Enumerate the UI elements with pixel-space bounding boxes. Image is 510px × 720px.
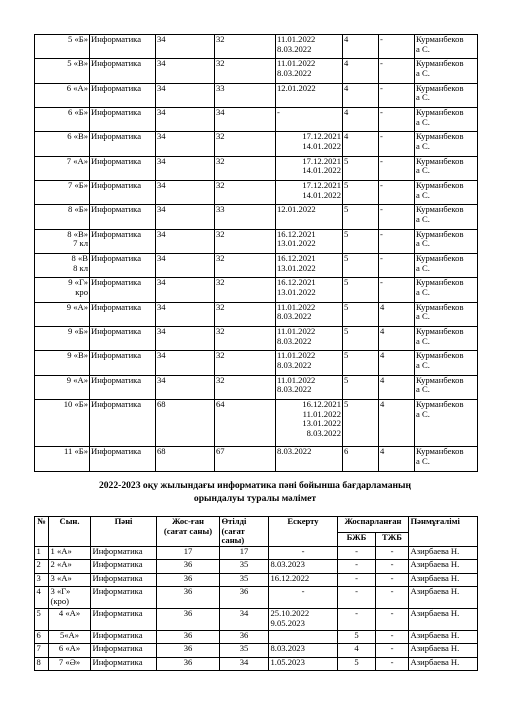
class-cell: 4 «А»	[49, 609, 91, 631]
subject-cell: Информатика	[91, 631, 157, 644]
note-cell: 1.05.2023	[269, 657, 338, 670]
teacher-cell: Курманбеков а С.	[415, 59, 478, 83]
planned-hours-cell: 36	[157, 631, 220, 644]
taught-hours-cell: 35	[220, 560, 269, 573]
planned-hours-cell: 34	[156, 83, 215, 107]
count2-cell: -	[379, 278, 415, 302]
count2-cell: 4	[379, 351, 415, 375]
subject-cell: Информатика	[90, 83, 156, 107]
table1-row	[35, 278, 478, 302]
dates-cell: 17.12.2021 14.01.2022	[276, 132, 343, 156]
dates-cell: 11.01.2022 8.03.2022	[276, 375, 343, 399]
table1-row	[35, 205, 478, 229]
subject-cell: Информатика	[90, 302, 156, 326]
table1-row	[35, 327, 478, 351]
teacher-cell: Курманбеков а С.	[415, 108, 478, 132]
dates-cell: 16.12.2021 13.01.2022	[276, 254, 343, 278]
class-cell: 1 «А»	[49, 546, 91, 559]
taught-hours-cell: 32	[215, 278, 276, 302]
class-cell: 6 «А»	[35, 83, 90, 107]
header-teacher: Пәнмұғалімі	[409, 517, 478, 547]
count2-cell: 4	[379, 400, 415, 447]
subject-cell: Информатика	[91, 609, 157, 631]
dates-cell: 11.01.2022 8.03.2022	[276, 327, 343, 351]
count2-cell: 4	[379, 375, 415, 399]
table1-row	[35, 375, 478, 399]
note-cell: -	[269, 546, 338, 559]
header-num: №	[35, 517, 49, 547]
planned-hours-cell: 36	[157, 609, 220, 631]
note-cell: 8.03.2023	[269, 644, 338, 657]
teacher-cell: Курманбеков а С.	[415, 132, 478, 156]
bjb-cell: -	[338, 587, 376, 609]
taught-hours-cell: 32	[215, 229, 276, 253]
count2-cell: 4	[379, 302, 415, 326]
row-number-cell: 3	[35, 573, 49, 586]
taught-hours-cell: 17	[220, 546, 269, 559]
teacher-cell: Азирбаева Н.	[409, 573, 478, 586]
class-cell: 6 «Б»	[35, 108, 90, 132]
teacher-cell: Курманбеков а С.	[415, 302, 478, 326]
class-cell: 3 «Г» (кро)	[49, 587, 91, 609]
count2-cell: -	[379, 83, 415, 107]
count2-cell: -	[379, 181, 415, 205]
note-cell: 25.10.2022 9.05.2023	[269, 609, 338, 631]
section-title	[0, 480, 510, 506]
table1-row	[35, 132, 478, 156]
tjb-cell: -	[376, 657, 409, 670]
taught-hours-cell: 64	[215, 400, 276, 447]
class-cell: 9 «А»	[35, 375, 90, 399]
bjb-cell: 4	[338, 644, 376, 657]
class-cell: 9 «А»	[35, 302, 90, 326]
dates-cell: 16.12.2021 13.01.2022	[276, 229, 343, 253]
subject-cell: Информатика	[91, 587, 157, 609]
subject-cell: Информатика	[90, 205, 156, 229]
header-note: Ескерту	[269, 517, 338, 547]
count1-cell: 5	[343, 278, 379, 302]
table1-row	[35, 108, 478, 132]
class-cell: 5 «В»	[35, 59, 90, 83]
planned-hours-cell: 34	[156, 229, 215, 253]
count1-cell: 5	[343, 327, 379, 351]
planned-hours-cell: 36	[157, 587, 220, 609]
class-cell: 6 «А»	[49, 644, 91, 657]
taught-hours-cell: 33	[215, 83, 276, 107]
planned-hours-cell: 34	[156, 351, 215, 375]
table1-row	[35, 229, 478, 253]
taught-hours-cell: 35	[220, 573, 269, 586]
count1-cell: 5	[343, 156, 379, 180]
count1-cell: 5	[343, 400, 379, 447]
bjb-cell: -	[338, 609, 376, 631]
dates-cell: -	[276, 108, 343, 132]
planned-hours-cell: 68	[156, 400, 215, 447]
count1-cell: 5	[343, 302, 379, 326]
tjb-cell: -	[376, 644, 409, 657]
planned-hours-cell: 36	[157, 560, 220, 573]
teacher-cell: Курманбеков а С.	[415, 83, 478, 107]
table2-row	[35, 657, 478, 670]
planned-hours-cell: 34	[156, 132, 215, 156]
bjb-cell: 5	[338, 657, 376, 670]
planned-hours-cell: 36	[157, 657, 220, 670]
class-cell: 9 «Б»	[35, 327, 90, 351]
count2-cell: 4	[379, 327, 415, 351]
tjb-cell: -	[376, 573, 409, 586]
table1-row	[35, 254, 478, 278]
taught-hours-cell: 36	[220, 631, 269, 644]
teacher-cell: Курманбеков а С.	[415, 205, 478, 229]
subject-cell: Информатика	[90, 108, 156, 132]
table2-row	[35, 631, 478, 644]
dates-cell: 11.01.2022 8.03.2022	[276, 35, 343, 59]
tjb-cell: -	[376, 631, 409, 644]
tjb-cell: -	[376, 609, 409, 631]
class-cell: 9 «В»	[35, 351, 90, 375]
bjb-cell: -	[338, 573, 376, 586]
class-cell: 2 «А»	[49, 560, 91, 573]
table1-row	[35, 351, 478, 375]
subject-cell: Информатика	[91, 644, 157, 657]
planned-hours-cell: 17	[157, 546, 220, 559]
dates-cell: 11.01.2022 8.03.2022	[276, 351, 343, 375]
header-bjb: БЖБ	[338, 533, 376, 547]
subject-cell: Информатика	[91, 546, 157, 559]
teacher-cell: Азирбаева Н.	[409, 644, 478, 657]
header-planned: Жос-ған (сағат саны)	[157, 517, 220, 547]
teacher-cell: Курманбеков а С.	[415, 375, 478, 399]
note-cell: 16.12.2022	[269, 573, 338, 586]
row-number-cell: 6	[35, 631, 49, 644]
dates-cell: 8.03.2022	[276, 447, 343, 471]
teacher-cell: Курманбеков а С.	[415, 400, 478, 447]
row-number-cell: 5	[35, 609, 49, 631]
subject-cell: Информатика	[90, 254, 156, 278]
table1-row	[35, 35, 478, 59]
class-cell: 7 «А»	[35, 156, 90, 180]
table1-row	[35, 447, 478, 471]
count1-cell: 5	[343, 205, 379, 229]
subject-cell: Информатика	[91, 573, 157, 586]
header-class: Сын.	[49, 517, 91, 547]
taught-hours-cell: 32	[215, 302, 276, 326]
teacher-cell: Курманбеков а С.	[415, 181, 478, 205]
table1-row	[35, 400, 478, 447]
teacher-cell: Азирбаева Н.	[409, 657, 478, 670]
subject-cell: Информатика	[90, 59, 156, 83]
count1-cell: 6	[343, 447, 379, 471]
table1-row	[35, 83, 478, 107]
count2-cell: -	[379, 254, 415, 278]
table1-row	[35, 181, 478, 205]
taught-hours-cell: 32	[215, 156, 276, 180]
class-cell: 11 «Б»	[35, 447, 90, 471]
table2-row	[35, 573, 478, 586]
planned-hours-cell: 34	[156, 181, 215, 205]
subject-cell: Информатика	[90, 278, 156, 302]
table2-row	[35, 546, 478, 559]
taught-hours-cell: 35	[220, 644, 269, 657]
class-cell: 8 «В 8 кл	[35, 254, 90, 278]
dates-cell: 16.12.2021 11.01.2022 13.01.2022 8.03.2022	[276, 400, 343, 447]
count2-cell: -	[379, 156, 415, 180]
bjb-cell: 5	[338, 631, 376, 644]
taught-hours-cell: 67	[215, 447, 276, 471]
taught-hours-cell: 32	[215, 59, 276, 83]
teacher-cell: Курманбеков а С.	[415, 35, 478, 59]
section-title-line2: орындалуы туралы мәлімет	[193, 492, 317, 504]
subject-cell: Информатика	[90, 351, 156, 375]
teacher-cell: Курманбеков а С.	[415, 229, 478, 253]
planned-hours-cell: 34	[156, 59, 215, 83]
dates-cell: 12.01.2022	[276, 83, 343, 107]
teacher-cell: Азирбаева Н.	[409, 587, 478, 609]
table2-row	[35, 609, 478, 631]
teacher-cell: Курманбеков а С.	[415, 278, 478, 302]
dates-cell: 11.01.2022 8.03.2022	[276, 302, 343, 326]
class-cell: 9 «Г» кро	[35, 278, 90, 302]
teacher-cell: Курманбеков а С.	[415, 156, 478, 180]
note-cell: 8.03.2023	[269, 560, 338, 573]
row-number-cell: 2	[35, 560, 49, 573]
count1-cell: 4	[343, 83, 379, 107]
planned-hours-cell: 34	[156, 302, 215, 326]
table-2022-2023	[34, 516, 478, 671]
table1-row	[35, 59, 478, 83]
subject-cell: Информатика	[90, 375, 156, 399]
note-cell	[269, 631, 338, 644]
subject-cell: Информатика	[90, 327, 156, 351]
table2-row	[35, 644, 478, 657]
subject-cell: Информатика	[90, 447, 156, 471]
subject-cell: Информатика	[90, 132, 156, 156]
table2-row	[35, 587, 478, 609]
planned-hours-cell: 34	[156, 327, 215, 351]
tjb-cell: -	[376, 587, 409, 609]
subject-cell: Информатика	[90, 35, 156, 59]
row-number-cell: 7	[35, 644, 49, 657]
section-title-line1: 2022-2023 оқу жылындағы информатика пәні бойынша бағдарламаның	[98, 480, 412, 491]
count2-cell: -	[379, 132, 415, 156]
taught-hours-cell: 32	[215, 132, 276, 156]
count2-cell: -	[379, 59, 415, 83]
planned-hours-cell: 34	[156, 278, 215, 302]
row-number-cell: 4	[35, 587, 49, 609]
taught-hours-cell: 32	[215, 327, 276, 351]
bjb-cell: -	[338, 560, 376, 573]
table-2021-2022	[34, 34, 478, 472]
class-cell: 10 «Б»	[35, 400, 90, 447]
subject-cell: Информатика	[90, 400, 156, 447]
subject-cell: Информатика	[90, 229, 156, 253]
teacher-cell: Курманбеков а С.	[415, 447, 478, 471]
taught-hours-cell: 34	[220, 657, 269, 670]
teacher-cell: Курманбеков а С.	[415, 327, 478, 351]
count1-cell: 5	[343, 375, 379, 399]
row-number-cell: 1	[35, 546, 49, 559]
subject-cell: Информатика	[90, 156, 156, 180]
count1-cell: 5	[343, 181, 379, 205]
count1-cell: 5	[343, 351, 379, 375]
planned-hours-cell: 36	[157, 644, 220, 657]
planned-hours-cell: 36	[157, 573, 220, 586]
class-cell: 5«А»	[49, 631, 91, 644]
taught-hours-cell: 32	[215, 254, 276, 278]
tjb-cell: -	[376, 546, 409, 559]
count1-cell: 4	[343, 35, 379, 59]
taught-hours-cell: 33	[215, 205, 276, 229]
count1-cell: 5	[343, 229, 379, 253]
dates-cell: 11.01.2022 8.03.2022	[276, 59, 343, 83]
dates-cell: 17.12.2021 14.01.2022	[276, 156, 343, 180]
header-tjb: ТЖБ	[376, 533, 409, 547]
table1-row	[35, 302, 478, 326]
taught-hours-cell: 34	[220, 609, 269, 631]
row-number-cell: 8	[35, 657, 49, 670]
taught-hours-cell: 32	[215, 35, 276, 59]
taught-hours-cell: 34	[215, 108, 276, 132]
table1-row	[35, 156, 478, 180]
planned-hours-cell: 34	[156, 375, 215, 399]
teacher-cell: Азирбаева Н.	[409, 609, 478, 631]
class-cell: 5 «Б»	[35, 35, 90, 59]
dates-cell: 12.01.2022	[276, 205, 343, 229]
class-cell: 7 «Ә»	[49, 657, 91, 670]
teacher-cell: Азирбаева Н.	[409, 546, 478, 559]
teacher-cell: Курманбеков а С.	[415, 351, 478, 375]
header-planned-group: Жоспарланған	[338, 517, 409, 533]
header-taught: Өтілді (сағат саны)	[220, 517, 269, 547]
class-cell: 8 «Б»	[35, 205, 90, 229]
bjb-cell: -	[338, 546, 376, 559]
taught-hours-cell: 36	[220, 587, 269, 609]
dates-cell: 16.12.2021 13.01.2022	[276, 278, 343, 302]
count2-cell: -	[379, 35, 415, 59]
subject-cell: Информатика	[90, 181, 156, 205]
planned-hours-cell: 34	[156, 156, 215, 180]
teacher-cell: Курманбеков а С.	[415, 254, 478, 278]
count2-cell: -	[379, 205, 415, 229]
planned-hours-cell: 34	[156, 35, 215, 59]
class-cell: 6 «В»	[35, 132, 90, 156]
planned-hours-cell: 34	[156, 205, 215, 229]
taught-hours-cell: 32	[215, 351, 276, 375]
count2-cell: -	[379, 108, 415, 132]
taught-hours-cell: 32	[215, 375, 276, 399]
count1-cell: 4	[343, 108, 379, 132]
subject-cell: Информатика	[91, 560, 157, 573]
count1-cell: 4	[343, 132, 379, 156]
tjb-cell: -	[376, 560, 409, 573]
count2-cell: 4	[379, 447, 415, 471]
count1-cell: 5	[343, 254, 379, 278]
planned-hours-cell: 34	[156, 254, 215, 278]
taught-hours-cell: 32	[215, 181, 276, 205]
class-cell: 3 «А»	[49, 573, 91, 586]
note-cell: -	[269, 587, 338, 609]
teacher-cell: Азирбаева Н.	[409, 631, 478, 644]
planned-hours-cell: 34	[156, 108, 215, 132]
table2-row	[35, 560, 478, 573]
header-subject: Пәні	[91, 517, 157, 547]
count1-cell: 4	[343, 59, 379, 83]
teacher-cell: Азирбаева Н.	[409, 560, 478, 573]
subject-cell: Информатика	[91, 657, 157, 670]
class-cell: 8 «В» 7 кл	[35, 229, 90, 253]
dates-cell: 17.12.2021 14.01.2022	[276, 181, 343, 205]
planned-hours-cell: 68	[156, 447, 215, 471]
class-cell: 7 «Б»	[35, 181, 90, 205]
count2-cell: -	[379, 229, 415, 253]
